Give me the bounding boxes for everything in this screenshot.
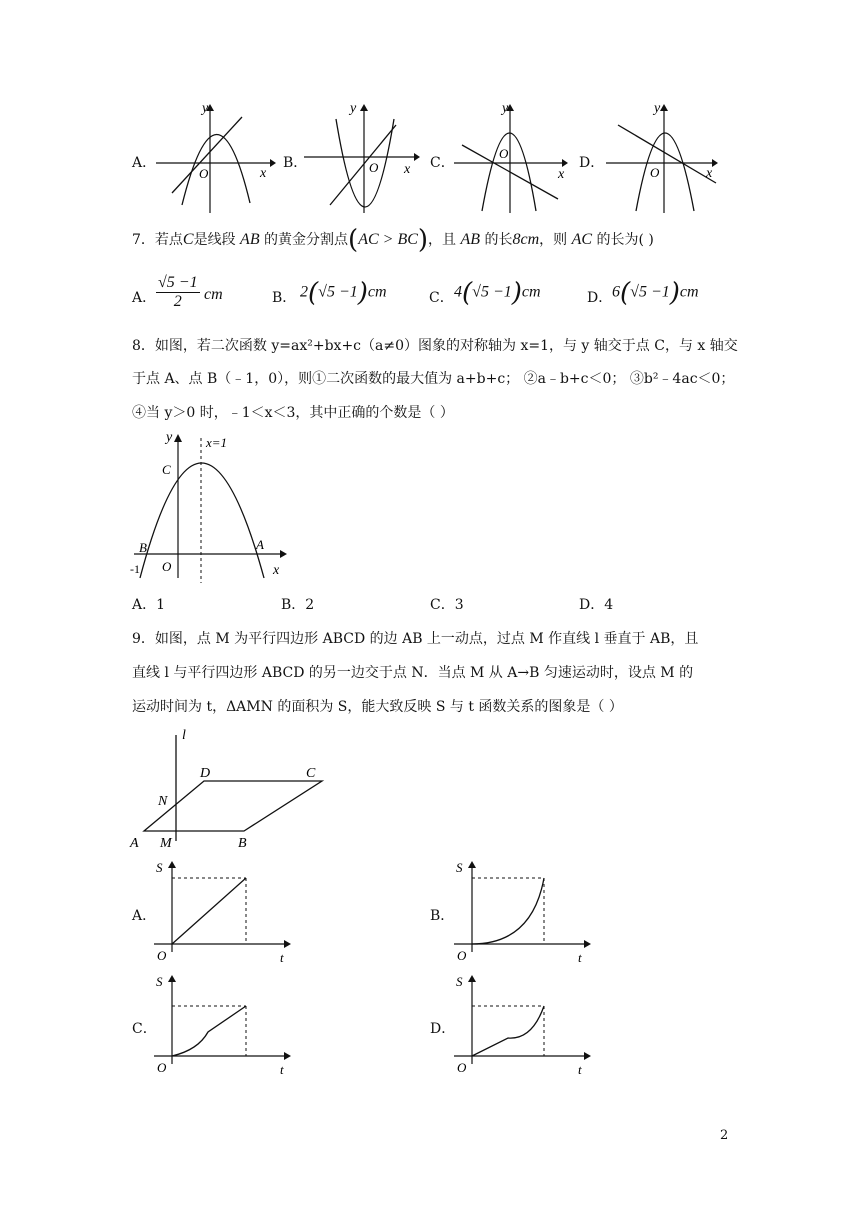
q6-options — [0, 95, 860, 220]
q6-b-x-label: x — [404, 162, 411, 177]
q6-a-y-label: y — [202, 101, 209, 116]
q7-option-d-unit: cm — [679, 283, 699, 301]
q9-c-t: t — [280, 1062, 284, 1077]
q7-condition: AC > BC — [358, 231, 418, 248]
q8-fig-a: A — [256, 537, 264, 552]
q9-b-s: S — [456, 860, 463, 875]
q9-fig-m: M — [160, 836, 172, 851]
q9-d-s: S — [456, 974, 463, 989]
q7-option-b-value: 2(√5 −1)cm — [300, 278, 387, 308]
q7-text-1: 7．若点 — [132, 232, 183, 248]
q8-line-3: ④当 y＞0 时，﹣1＜x＜3，其中正确的个数是（ ） — [132, 405, 454, 421]
q7-option-a-unit: cm — [204, 286, 223, 303]
q7-point-c: C — [182, 231, 194, 248]
q7-option-c-coef: 4 — [454, 283, 462, 301]
q7-text-4: ，且 — [428, 232, 457, 248]
q7-length: 8cm — [512, 231, 540, 248]
q7-option-b-unit: cm — [367, 283, 387, 301]
q6-d-y-label: y — [654, 101, 661, 116]
q9-fig-d: D — [200, 766, 211, 781]
q6-d-x-label: x — [706, 166, 713, 181]
q9-a-s: S — [156, 860, 163, 875]
q9-option-b-label: B． — [430, 908, 455, 924]
q7-option-d-label: D． — [587, 290, 613, 306]
q7-text-6: ，则 — [539, 232, 568, 248]
q9-a-o: O — [157, 948, 167, 963]
q7-text-5: 的长 — [484, 232, 513, 248]
q9-graph-d — [450, 970, 600, 1082]
q9-c-s: S — [156, 974, 163, 989]
q7-segment-ab: AB — [240, 231, 260, 248]
q8-fig-minus1: -1 — [130, 562, 140, 576]
q8-line-1: 8．如图，若二次函数 y=ax²+bx+c（a≠0）图象的对称轴为 x=1，与 y 轴交于点 C，与 x 轴交 — [132, 338, 738, 354]
q6-graph-b — [300, 95, 425, 217]
q6-graph-d — [602, 95, 727, 217]
q7-stem: 7．若点C是线段 AB 的黄金分割点(AC > BC)，且 AB 的长8cm，则 AC 的长为( ) — [132, 225, 654, 255]
q7-option-a-numerator: √5 −1 — [158, 274, 198, 291]
q9-fig-c: C — [306, 766, 316, 781]
q7-option-c-label: C． — [429, 290, 454, 306]
q8-parabola-figure — [128, 428, 293, 583]
q6-d-origin: O — [650, 165, 660, 180]
q7-option-a-denominator: 2 — [173, 293, 182, 310]
q7-options — [132, 274, 752, 320]
q8-fig-axis-label: x=1 — [206, 435, 228, 450]
q6-option-c-label: C． — [430, 155, 455, 171]
q7-text-7: 的长为( ) — [596, 232, 654, 248]
q9-fig-b: B — [238, 836, 247, 851]
q6-graph-c — [450, 95, 575, 217]
q8-line-2: 于点 A、点 B（﹣1，0），则①二次函数的最大值为 a+b+c； ②a﹣b+c＜0； ③b²﹣4ac＜0； — [132, 371, 735, 387]
q9-c-o: O — [157, 1060, 167, 1075]
q9-parallelogram-figure — [128, 725, 338, 855]
q9-b-t: t — [578, 950, 582, 965]
q9-fig-n: N — [158, 794, 168, 809]
q7-option-b-label: B． — [272, 290, 297, 306]
q9-option-c-label: C． — [132, 1021, 157, 1037]
q9-graph-a — [150, 856, 300, 968]
q9-b-o: O — [457, 948, 467, 963]
q8-fig-o: O — [162, 559, 172, 574]
q6-option-d-label: D． — [579, 155, 605, 171]
q7-text-3: 的黄金分割点 — [264, 232, 349, 248]
q8-fig-c: C — [162, 462, 171, 477]
page-number: 2 — [720, 1128, 729, 1143]
q9-d-o: O — [457, 1060, 467, 1075]
q7-option-d-inner: √5 −1 — [630, 283, 670, 301]
q7-segment-ac: AC — [571, 231, 593, 248]
q9-option-d-label: D． — [430, 1021, 456, 1037]
q9-graph-c — [150, 970, 300, 1082]
q7-segment-ab-2: AB — [460, 231, 481, 248]
q8-fig-y: y — [166, 430, 173, 445]
q9-a-t: t — [280, 950, 284, 965]
q7-option-b-inner: √5 −1 — [318, 283, 358, 301]
q7-option-c-inner: √5 −1 — [472, 283, 512, 301]
q6-option-b-label: B． — [283, 155, 308, 171]
q8-option-b: B．2 — [281, 597, 315, 613]
q6-option-a-label: A． — [132, 155, 157, 171]
q7-option-d-coef: 6 — [612, 283, 620, 301]
q6-b-origin: O — [369, 160, 379, 175]
q6-a-origin: O — [199, 166, 209, 181]
q7-option-a-label: A． — [132, 290, 157, 306]
q9-d-t: t — [578, 1062, 582, 1077]
q6-c-x-label: x — [558, 167, 565, 182]
q6-b-y-label: y — [350, 101, 357, 116]
q9-fig-a: A — [130, 836, 139, 851]
q9-graph-b — [450, 856, 600, 968]
q8-option-d: D．4 — [579, 597, 614, 613]
q6-c-y-label: y — [502, 101, 509, 116]
q6-a-x-label: x — [260, 166, 267, 181]
q9-line-2: 直线 l 与平行四边形 ABCD 的另一边交于点 N．当点 M 从 A→B 匀速运动时，设点 M 的 — [132, 665, 694, 681]
q8-option-c: C．3 — [430, 597, 464, 613]
q6-c-origin: O — [499, 146, 509, 161]
q7-option-d-value: 6(√5 −1)cm — [612, 278, 699, 308]
q6-graph-a — [152, 95, 277, 217]
q7-option-b-coef: 2 — [300, 283, 308, 301]
q7-text-2: 是线段 — [193, 232, 236, 248]
q7-option-a-fraction — [156, 274, 200, 311]
q9-fig-l: l — [182, 728, 186, 743]
q9-line-3: 运动时间为 t，ΔAMN 的面积为 S，能大致反映 S 与 t 函数关系的图象是（ ） — [132, 699, 623, 715]
q7-option-c-unit: cm — [521, 283, 541, 301]
q8-fig-b: B — [139, 540, 147, 555]
q8-fig-x: x — [273, 563, 280, 578]
q9-line-1: 9．如图，点 M 为平行四边形 ABCD 的边 AB 上一动点，过点 M 作直线 l 垂直于 AB，且 — [132, 631, 699, 647]
q7-option-c-value: 4(√5 −1)cm — [454, 278, 541, 308]
q8-option-a: A．1 — [132, 597, 166, 613]
q9-option-a-label: A． — [132, 908, 157, 924]
